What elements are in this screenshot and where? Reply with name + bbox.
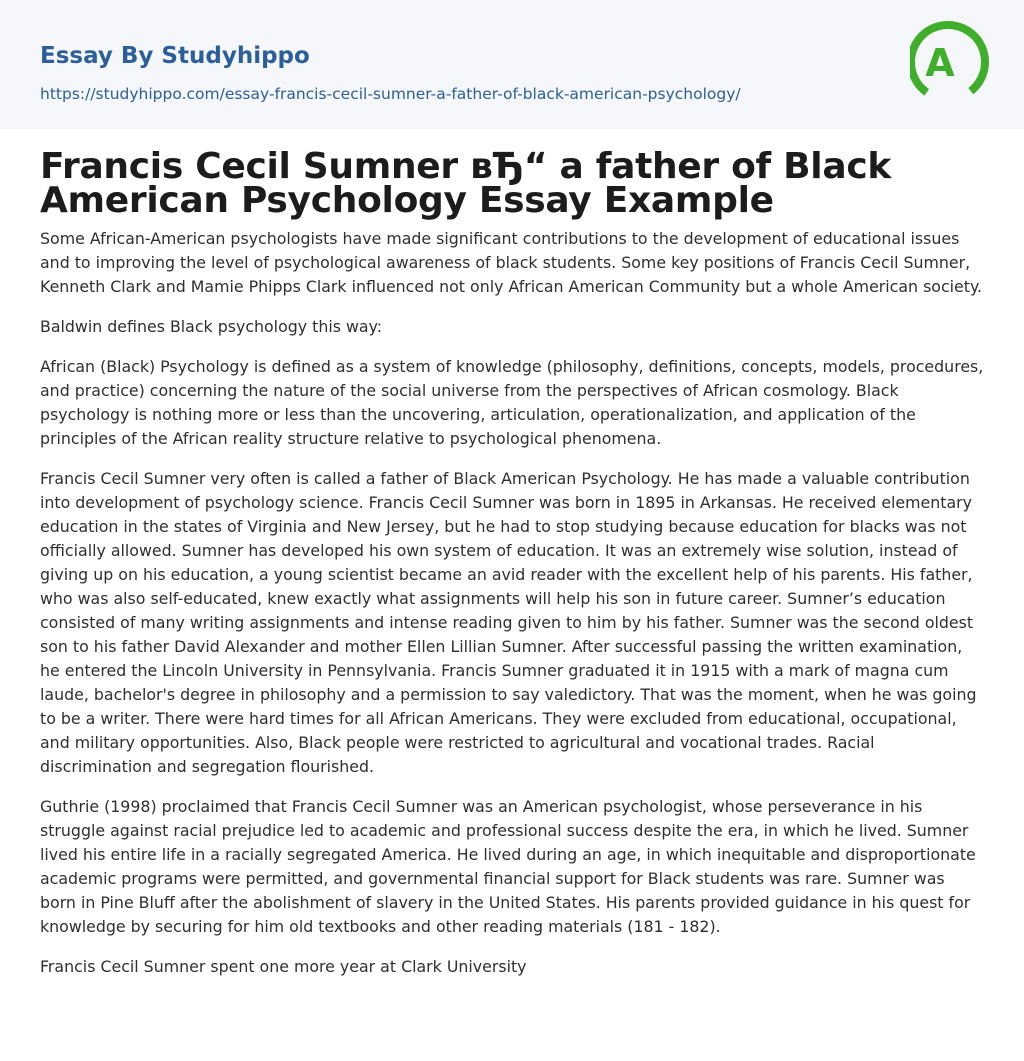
page-title: Francis Cecil Sumner вЂ“ a father of Black American Psychology Essay Example bbox=[40, 146, 891, 221]
article-paragraph: African (Black) Psychology is defined as a system of knowledge (philosophy, definitions, concepts, models, procedures, and practice) concerning the nature of the social universe from the perspectives of African cosmology. Black psychology is nothing more or less than the uncovering, articulation, operationalization, and application of the principles of the African reality structure relative to psychological phenomena. bbox=[40, 357, 984, 448]
article-paragraph: Guthrie (1998) proclaimed that Francis Cecil Sumner was an American psychologist, whose perseverance in his struggle against racial prejudice led to academic and professional success despite the era, in which he lived. Sumner lived his entire life in a racially segregated America. He lived during an age, in which inequitable and disproportionate academic programs were permitted, and governmental financial support for Black students was rare. Sumner was born in Pine Bluff after the abolishment of slavery in the United States. His parents provided guidance in his quest for knowledge by securing for him old textbooks and other reading materials (181 - 182). bbox=[40, 797, 976, 936]
site-brand-title[interactable]: Essay By Studyhippo bbox=[40, 43, 310, 69]
logo-letter: A bbox=[925, 41, 955, 85]
article-paragraph: Francis Cecil Sumner very often is called a father of Black American Psychology. He has made a valuable contribution into development of psychology science. Francis Cecil Sumner was born in 1895 in Arkansas. He received elementary education in the states of Virginia and New Jersey, but he had to stop studying because education for blacks was not officially allowed. Sumner has developed his own system of education. It was an extremely wise solution, instead of giving up on his education, a young scientist became an avid reader with the excellent help of his parents. His father, who was also self-educated, knew exactly what assignments will help his son in future career. Sumner’s education consisted of many writing assignments and intense reading given to him by his father. Sumner was the second oldest son to his father David Alexander and mother Ellen Lillian Sumner. After successful passing the written examination, he entered the Lincoln University in Pennsylvania. Francis Sumner graduated it in 1915 with a mark of magna cum laude, bachelor's degree in philosophy and a permission to say valedictory. That was the moment, when he was going to be a writer. There were hard times for all African Americans. They were excluded from educational, occupational, and military opportunities. Also, Black people were restricted to agricultural and vocational trades. Racial discrimination and segregation flourished. bbox=[40, 469, 977, 776]
site-header bbox=[0, 0, 1024, 129]
studyhippo-logo[interactable] bbox=[910, 16, 990, 108]
article bbox=[0, 129, 1024, 979]
source-url-link[interactable]: https://studyhippo.com/essay-francis-cecil-sumner-a-father-of-black-american-psychology/ bbox=[40, 85, 741, 103]
article-paragraph: Francis Cecil Sumner spent one more year at Clark University bbox=[40, 957, 527, 976]
article-paragraph: Some African-American psychologists have made significant contributions to the development of educational issues and to improving the level of psychological awareness of black students. Some key positions of Francis Cecil Sumner, Kenneth Clark and Mamie Phipps Clark influenced not only African American Community but a whole American society. bbox=[40, 229, 983, 296]
article-paragraph: Baldwin defines Black psychology this way: bbox=[40, 317, 383, 336]
